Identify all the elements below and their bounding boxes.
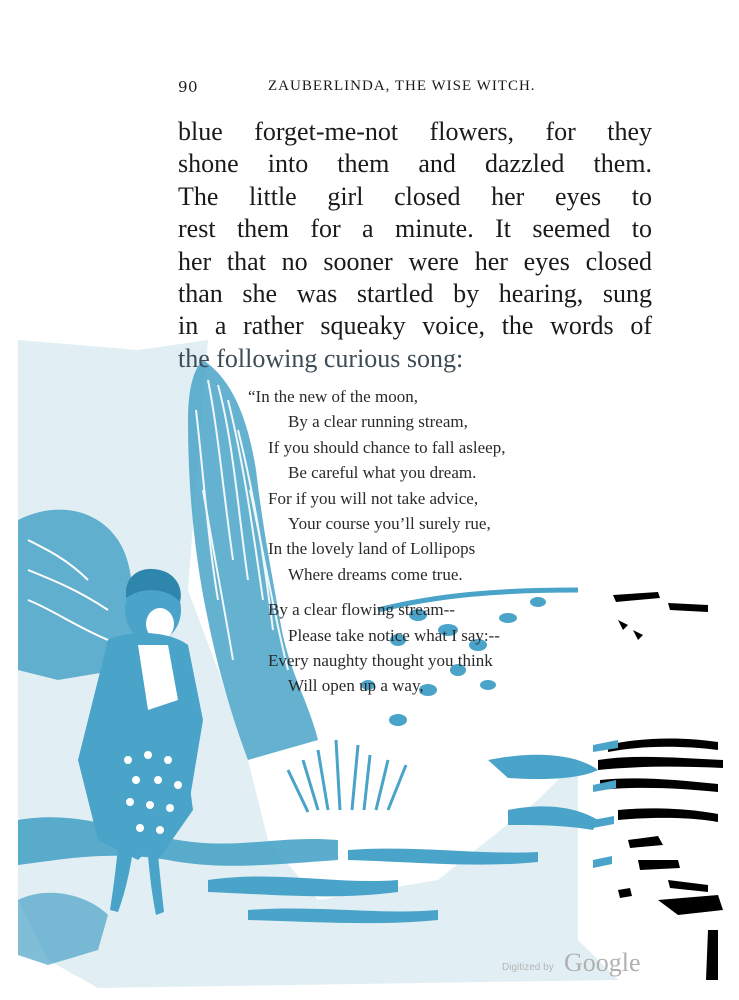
- digitization-watermark: [502, 948, 662, 982]
- prose-line: the following curious song:: [178, 343, 464, 373]
- prose-line: The little girl closed her eyes to: [178, 181, 652, 211]
- poem-line: Please take notice what I say:--: [288, 625, 500, 645]
- poem-line: Will open up a way,: [288, 676, 424, 696]
- poem-line: In the lovely land of Lollipops: [268, 539, 476, 559]
- prose-paragraph: [178, 116, 652, 375]
- digitized-by-label: Digitized by: [502, 962, 554, 973]
- prose-line: shone into them and dazzled them.: [178, 149, 652, 179]
- poem-line: Every naughty thought you think: [268, 650, 493, 670]
- poem-line: By a clear running stream,: [288, 412, 468, 432]
- poem-line: For if you will not take advice,: [268, 488, 479, 508]
- prose-line: her that no sooner were her eyes closed: [178, 246, 652, 276]
- google-wordmark: Google: [564, 948, 641, 977]
- poem-line: Your course you’ll surely rue,: [288, 513, 491, 533]
- prose-line: rest them for a minute. It seemed to: [178, 214, 652, 244]
- poem-line: By a clear flowing stream--: [268, 600, 455, 620]
- page-number: 90: [178, 78, 199, 96]
- page-header: [178, 78, 658, 100]
- prose-line: than she was startled by hearing, sung: [178, 278, 652, 308]
- poem-line: Where dreams come true.: [288, 564, 463, 584]
- running-title: ZAUBERLINDA, THE WISE WITCH.: [268, 78, 536, 94]
- poem-line: If you should chance to fall asleep,: [268, 437, 506, 457]
- poem-line: “In the new of the moon,: [248, 387, 418, 406]
- prose-line: in a rather squeaky voice, the words of: [178, 311, 652, 341]
- poem-line: Be careful what you dream.: [288, 463, 477, 483]
- prose-line: blue forget-me-not flowers, for they: [178, 117, 652, 146]
- song-verses: [248, 384, 608, 699]
